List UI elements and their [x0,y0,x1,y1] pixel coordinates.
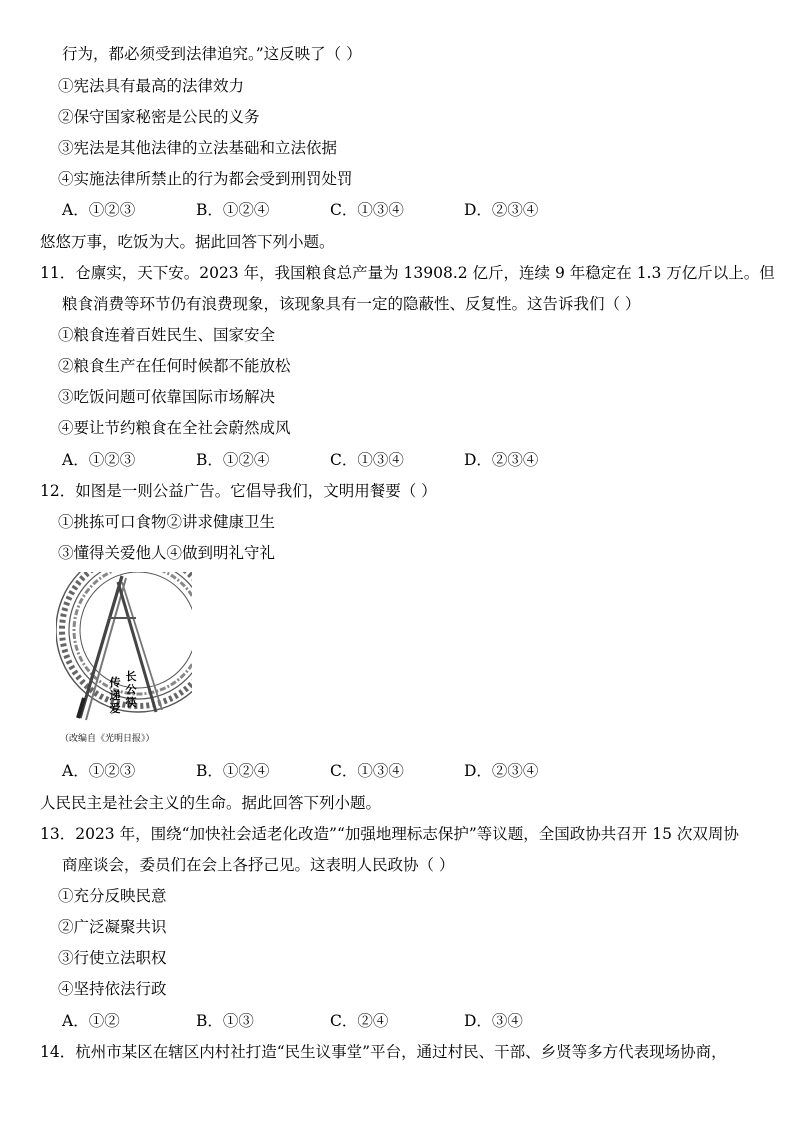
q13-choice-b[interactable]: B．①③ [196,1012,254,1030]
q10-option-3: ③宪法是其他法律的立法基础和立法依据 [58,139,338,157]
q13-stem-line1: 13．2023 年，围绕“加快社会适老化改造”“加强地理标志保护”等议题，全国政协共召开 15 次双周协 [40,825,739,843]
q11-choice-d[interactable]: D．②③④ [464,451,539,469]
q13-choice-c[interactable]: C．②④ [330,1012,389,1030]
q11-option-4: ④要让节约粮食在全社会蔚然成风 [58,419,291,437]
q10-choice-c[interactable]: C．①③④ [330,201,404,219]
q12-stem: 12．如图是一则公益广告。它倡导我们，文明用餐要（ ） [40,482,437,500]
q12-options-line1: ①挑拣可口食物②讲求健康卫生 [58,513,276,531]
q13-option-2: ②广泛凝聚共识 [58,918,167,936]
q10-choice-d[interactable]: D．②③④ [464,201,539,219]
q13-option-1: ①充分反映民意 [58,887,167,905]
q13-choice-a[interactable]: A．①② [62,1012,120,1030]
section-intro-1: 悠悠万事，吃饭为大。据此回答下列小题。 [40,233,335,251]
q12-choice-b[interactable]: B．①②④ [196,762,270,780]
q11-choice-b[interactable]: B．①②④ [196,451,270,469]
q11-choice-a[interactable]: A．①②③ [62,451,136,469]
q10-option-1: ①宪法具有最高的法律效力 [58,77,245,95]
q10-option-4: ④实施法律所禁止的行为都会受到刑罚处罚 [58,170,353,188]
q10-choice-a[interactable]: A．①②③ [62,201,136,219]
figure-caption: （改编自《光明日报》） [60,734,155,744]
q14-stem-line1: 14．杭州市某区在辖区内村社打造“民生议事堂”平台，通过村民、干部、乡贤等多方代表现场协商， [40,1043,727,1061]
q11-choice-c[interactable]: C．①③④ [330,451,404,469]
q12-options-line2: ③懂得关爱他人④做到明礼守礼 [58,544,276,562]
q13-option-3: ③行使立法职权 [58,949,167,967]
q10-choice-b[interactable]: B．①②④ [196,201,270,219]
ad-text-col2: 传递爱 [109,676,121,715]
q11-stem-line1: 11．仓廪实，天下安。2023 年，我国粮食总产量为 13908.2 亿斤，连续 9 年稳定在 1.3 万亿斤以上。但 [40,264,775,282]
q12-choice-a[interactable]: A．①②③ [62,762,136,780]
q12-choice-d[interactable]: D．②③④ [464,762,539,780]
plate-chopsticks-illustration [56,572,192,750]
q10-option-2: ②保守国家秘密是公民的义务 [58,108,260,126]
q10-stem: 行为，都必须受到法律追究。”这反映了（ ） [62,45,362,63]
public-service-ad-image [56,572,192,750]
q11-option-2: ②粮食生产在任何时候都不能放松 [58,357,291,375]
q13-option-4: ④坚持依法行政 [58,980,167,998]
q11-option-1: ①粮食连着百姓民生、国家安全 [58,326,276,344]
q13-stem-line2: 商座谈会，委员们在会上各抒己见。这表明人民政协（ ） [62,856,455,874]
q11-option-3: ③吃饭问题可依靠国际市场解决 [58,388,276,406]
q13-choice-d[interactable]: D．③④ [464,1012,523,1030]
ad-text-col1: 长公筷 [125,670,137,709]
q11-stem-line2: 粮食消费等环节仍有浪费现象，该现象具有一定的隐蔽性、反复性。这告诉我们（ ） [62,295,641,313]
section-intro-2: 人民民主是社会主义的生命。据此回答下列小题。 [40,794,382,812]
q12-choice-c[interactable]: C．①③④ [330,762,404,780]
